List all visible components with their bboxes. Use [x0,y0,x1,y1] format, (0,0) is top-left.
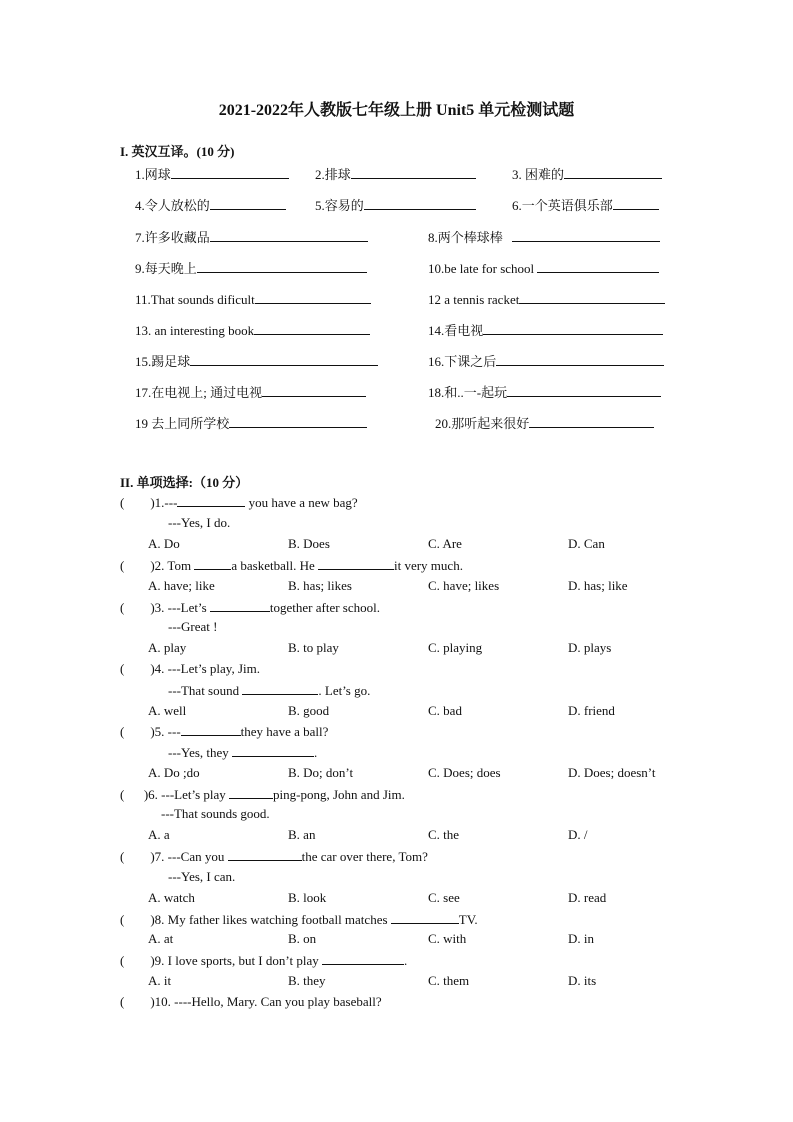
option-d[interactable]: D. its [568,973,597,988]
answer-blank[interactable] [229,415,367,428]
option-b[interactable]: B. has; likes [288,578,352,593]
translate-item-4: 4.令人放松的 [135,197,286,214]
option-a[interactable]: A. a [148,827,170,842]
answer-blank[interactable] [529,415,654,428]
option-b[interactable]: B. look [288,890,327,905]
answer-blank[interactable] [564,166,662,179]
translate-item-1: 1.网球 [135,166,289,183]
translate-item-17: 17.在电视上; 通过电视 [135,384,366,401]
question-3-reply: ---Great ! [168,619,218,634]
question-4-reply: ---That sound . Let’s go. [168,683,371,698]
answer-blank[interactable] [318,557,394,570]
question-2: ( )2. Tom a basketball. He it very much. [120,558,463,573]
option-c[interactable]: C. bad [428,703,462,718]
translate-item-3: 3. 困难的 [512,166,662,183]
translate-item-12: 12 a tennis racket [428,291,665,308]
answer-paren[interactable]: ( ) [120,600,155,615]
answer-blank[interactable] [364,197,476,210]
answer-blank[interactable] [210,197,286,210]
answer-paren[interactable]: ( ) [120,953,155,968]
answer-paren[interactable]: ( ) [120,994,155,1009]
option-a[interactable]: A. it [148,973,172,988]
question-5: ( )5. --- they have a ball? [120,724,329,739]
option-a[interactable]: A. Do ;do [148,765,200,780]
answer-blank[interactable] [519,291,665,304]
translate-item-10: 10.be late for school [428,260,659,277]
question-3: ( )3. ---Let’s together after school. [120,600,380,615]
answer-paren[interactable]: ( ) [120,558,155,573]
answer-paren[interactable]: ( ) [120,849,155,864]
answer-blank[interactable] [537,260,659,273]
answer-paren[interactable]: ( ) [120,912,155,927]
answer-blank[interactable] [177,494,245,507]
answer-blank[interactable] [255,291,371,304]
option-b[interactable]: B. an [288,827,316,842]
option-c[interactable]: C. see [428,890,460,905]
translate-item-2: 2.排球 [315,166,476,183]
question-7-reply: ---Yes, I can. [168,869,236,884]
answer-blank[interactable] [181,723,241,736]
option-d[interactable]: D. / [568,827,588,842]
translate-item-19: 19 去上同所学校 [135,415,367,432]
option-c[interactable]: C. playing [428,640,483,655]
option-c[interactable]: C. Are [428,536,462,551]
question-6-reply: ---That sounds good. [161,806,270,821]
translate-item-20: 20.那听起来很好 [435,415,654,432]
answer-blank[interactable] [613,197,659,210]
question-1-reply: ---Yes, I do. [168,515,231,530]
answer-paren[interactable]: ( ) [120,495,155,510]
question-6: ( )6. ---Let’s play ping-pong, John and Jim. [120,787,405,802]
option-d[interactable]: D. Does; doesn’t [568,765,656,780]
answer-blank[interactable] [194,557,231,570]
translate-item-6: 6.一个英语俱乐部 [512,197,659,214]
answer-blank[interactable] [210,599,270,612]
question-4: ( )4. ---Let’s play, Jim. [120,661,260,676]
answer-blank[interactable] [171,166,289,179]
answer-blank[interactable] [507,384,661,397]
section-2-heading: II. 单项选择:（10 分） [120,475,249,490]
option-c[interactable]: C. have; likes [428,578,500,593]
question-7: ( )7. ---Can you the car over there, Tom? [120,849,428,864]
option-b[interactable]: B. on [288,931,317,946]
option-a[interactable]: A. at [148,931,174,946]
option-a[interactable]: A. Do [148,536,180,551]
answer-paren[interactable]: ( ) [120,661,155,676]
option-c[interactable]: C. Does; does [428,765,501,780]
option-c[interactable]: C. the [428,827,460,842]
translate-item-7: 7.许多收藏品 [135,229,368,246]
section-1-heading: I. 英汉互译。(10 分) [120,144,235,159]
answer-blank[interactable] [232,744,314,757]
answer-blank[interactable] [190,353,378,366]
option-d[interactable]: D. Can [568,536,605,551]
question-1: ( )1.--- you have a new bag? [120,495,358,510]
option-a[interactable]: A. watch [148,890,195,905]
answer-blank[interactable] [351,166,476,179]
answer-blank[interactable] [254,322,370,335]
question-9: ( )9. I love sports, but I don’t play . [120,953,408,968]
answer-blank[interactable] [483,322,663,335]
translate-item-5: 5.容易的 [315,197,476,214]
answer-blank[interactable] [229,786,273,799]
question-10: ( )10. ----Hello, Mary. Can you play baseball? [120,994,382,1009]
option-d[interactable]: D. read [568,890,607,905]
option-c[interactable]: C. with [428,931,467,946]
option-b[interactable]: B. Do; don’t [288,765,354,780]
answer-blank[interactable] [496,353,664,366]
answer-blank[interactable] [197,260,367,273]
answer-blank[interactable] [228,848,302,861]
option-d[interactable]: D. in [568,931,594,946]
option-d[interactable]: D. has; like [568,578,628,593]
option-b[interactable]: B. Does [288,536,330,551]
option-d[interactable]: D. friend [568,703,615,718]
translate-item-13: 13. an interesting book [135,322,370,339]
answer-blank[interactable] [322,952,404,965]
option-a[interactable]: A. well [148,703,187,718]
option-b[interactable]: B. good [288,703,330,718]
option-c[interactable]: C. them [428,973,470,988]
answer-blank[interactable] [391,911,459,924]
answer-paren[interactable]: ( ) [120,787,149,802]
answer-blank[interactable] [210,229,368,242]
translate-item-9: 9.每天晚上 [135,260,367,277]
option-b[interactable]: B. to play [288,640,339,655]
translate-item-8: 8.两个棒球棒 [428,229,660,246]
answer-paren[interactable]: ( ) [120,724,155,739]
answer-blank[interactable] [262,384,366,397]
option-b[interactable]: B. they [288,973,326,988]
page-title: 2021-2022年人教版七年级上册 Unit5 单元检测试题 [218,102,575,119]
translate-item-14: 14.看电视 [428,322,663,339]
translate-item-15: 15.踢足球 [135,353,378,370]
translate-item-11: 11.That sounds dificult [135,291,371,308]
question-8: ( )8. My father likes watching football matches TV. [120,912,478,927]
option-d[interactable]: D. plays [568,640,612,655]
question-5-reply: ---Yes, they . [168,745,318,760]
answer-blank[interactable] [512,229,660,242]
option-a[interactable]: A. have; like [148,578,215,593]
translate-item-18: 18.和..一-起玩 [428,384,661,401]
translate-item-16: 16.下课之后 [428,353,664,370]
option-a[interactable]: A. play [148,640,187,655]
answer-blank[interactable] [242,682,318,695]
